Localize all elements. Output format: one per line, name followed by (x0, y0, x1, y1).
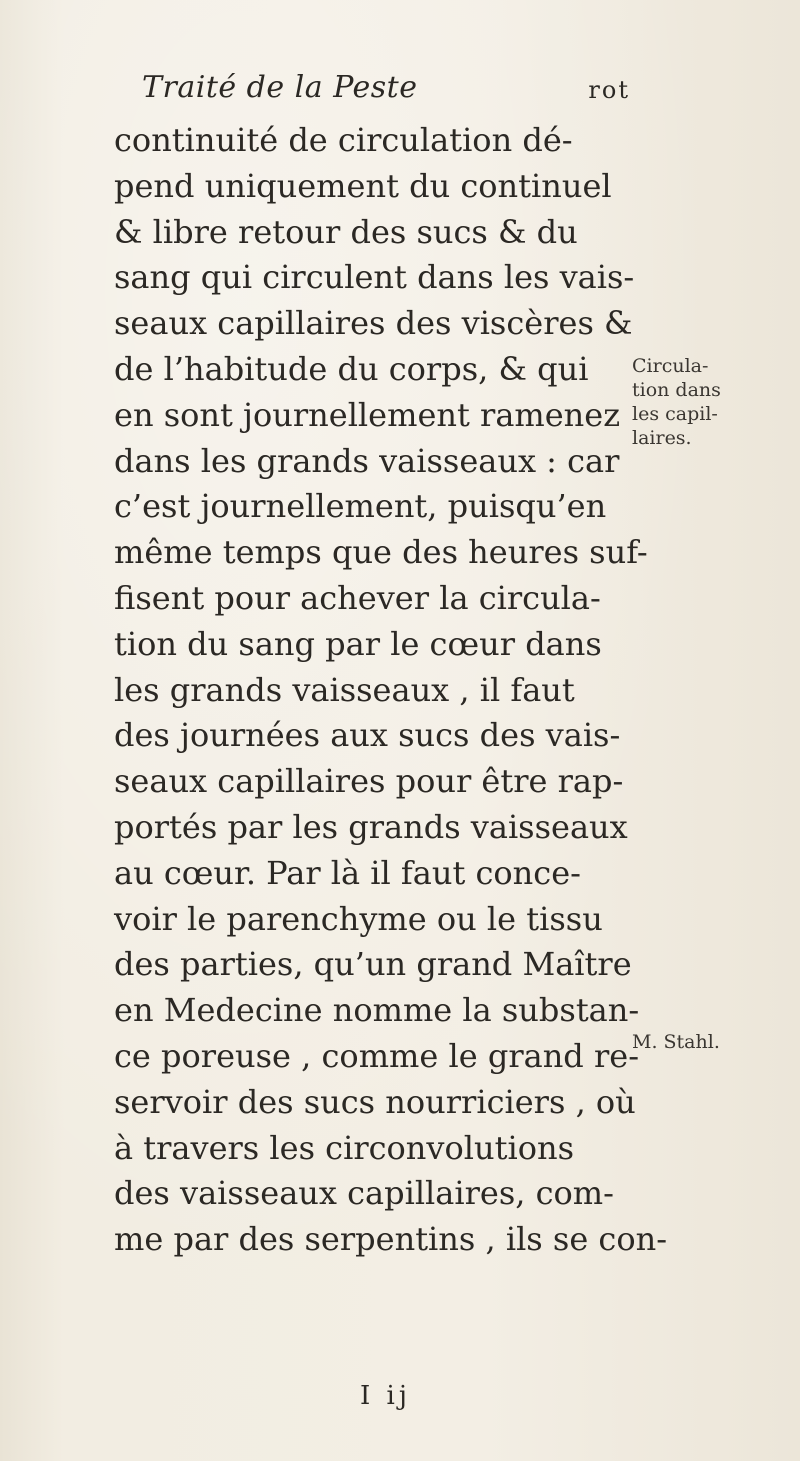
text-line: continuité de circulation dé- (114, 121, 573, 159)
text-line: des vaisseaux capillaires, com- (114, 1174, 614, 1213)
margin-note-author (632, 1030, 720, 1054)
text-line: servoir des sucs nourriciers , où (114, 1082, 636, 1121)
text-line: voir le parenchyme ou le tissu (114, 899, 603, 938)
text-line: dans les grands vaisseaux : car (114, 441, 620, 480)
folio: rot (588, 76, 630, 104)
text-line: portés par les grands vaisseaux (114, 807, 628, 846)
margin-note-line: tion dans (632, 379, 721, 401)
text-line: c’est journellement, puisqu’en (114, 487, 607, 526)
body-text (114, 118, 668, 1263)
running-title: Traité de la Peste (142, 70, 418, 105)
text-line: les grands vaisseaux , il faut (114, 670, 575, 709)
text-line: tion du sang par le cœur dans (114, 624, 602, 663)
margin-note-line: laires. (632, 427, 692, 449)
text-line: au cœur. Par là il faut conce- (114, 853, 581, 892)
page-header (120, 70, 640, 114)
signature-mark: I ij (360, 1381, 411, 1411)
text-line: même temps que des heures suf- (114, 533, 648, 572)
text-line: fisent pour achever la circula- (114, 578, 601, 617)
margin-note-line: Circula- (632, 355, 709, 377)
margin-note-line: les capil- (632, 403, 718, 425)
text-line: me par des serpentins , ils se con- (114, 1220, 668, 1259)
text-line: seaux capillaires des viscères & (114, 304, 633, 343)
text-line: seaux capillaires pour être rap- (114, 762, 624, 801)
text-line: à travers les circonvolutions (114, 1128, 574, 1167)
text-line: & libre retour des sucs & du (114, 212, 578, 251)
text-line: en Medecine nomme la substan- (114, 991, 640, 1030)
margin-note-line: M. Stahl. (632, 1031, 720, 1053)
text-line: des parties, qu’un grand Maître (114, 945, 632, 984)
text-line: de l’habitude du corps, & qui (114, 349, 589, 388)
text-line: des journées aux sucs des vais- (114, 716, 621, 755)
text-line: pend uniquement du continuel (114, 166, 612, 205)
margin-note-circulation (632, 354, 721, 450)
text-line: sang qui circulent dans les vais- (114, 258, 635, 297)
text-line: en sont journellement ramenez (114, 395, 621, 434)
text-line: ce poreuse , comme le grand re- (114, 1036, 639, 1075)
